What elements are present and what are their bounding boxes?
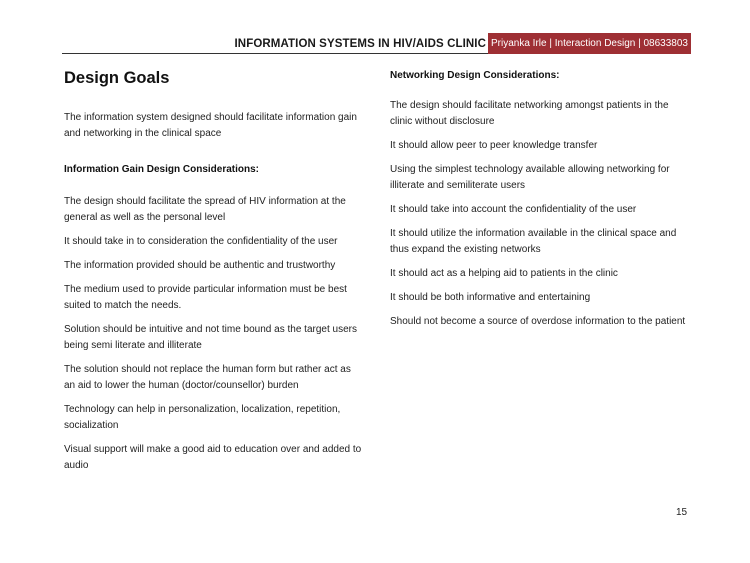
right-column xyxy=(390,68,690,330)
information-gain-item: The medium used to provide particular information must be best suited to match the needs. xyxy=(64,284,347,311)
networking-item: It should utilize the information available in the clinical space and thus expand the existing networks xyxy=(390,228,677,255)
page-number: 15 xyxy=(676,507,688,518)
information-gain-item: The design should facilitate the spread of HIV information at the general as well as the personal level xyxy=(64,196,346,223)
information-gain-item: Visual support will make a good aid to education over and added to audio xyxy=(64,444,362,471)
networking-heading: Networking Design Considerations: xyxy=(390,70,560,81)
information-gain-item: Technology can help in personalization, localization, repetition, socialization xyxy=(64,404,341,431)
information-gain-item: Solution should be intuitive and not time bound as the target users being semi literate and illiterate xyxy=(64,324,357,351)
header-rule xyxy=(62,53,490,54)
left-column xyxy=(64,68,364,474)
author-badge: Priyanka Irle | Interaction Design | 08633803 xyxy=(488,33,691,54)
networking-item: It should act as a helping aid to patients in the clinic xyxy=(390,268,618,279)
networking-item: It should take into account the confidentiality of the user xyxy=(390,204,637,215)
networking-item: Using the simplest technology available allowing networking for illiterate and semiliterate users xyxy=(390,164,670,191)
networking-item: Should not become a source of overdose information to the patient xyxy=(390,316,686,327)
page-title: Design Goals xyxy=(64,69,170,87)
networking-item: It should be both informative and entertaining xyxy=(390,292,591,303)
networking-item: It should allow peer to peer knowledge transfer xyxy=(390,140,598,151)
networking-item: The design should facilitate networking amongst patients in the clinic without disclosure xyxy=(390,100,669,127)
information-gain-item: The information provided should be authentic and trustworthy xyxy=(64,260,336,271)
information-gain-item: It should take in to consideration the confidentiality of the user xyxy=(64,236,338,247)
information-gain-item: The solution should not replace the human form but rather act as an aid to lower the human (doctor/counsellor) burden xyxy=(64,364,351,391)
information-gain-heading: Information Gain Design Considerations: xyxy=(64,164,260,175)
intro-paragraph: The information system designed should facilitate information gain and networking in the clinical space xyxy=(64,112,357,139)
document-header-title: INFORMATION SYSTEMS IN HIV/AIDS CLINIC xyxy=(234,38,486,50)
